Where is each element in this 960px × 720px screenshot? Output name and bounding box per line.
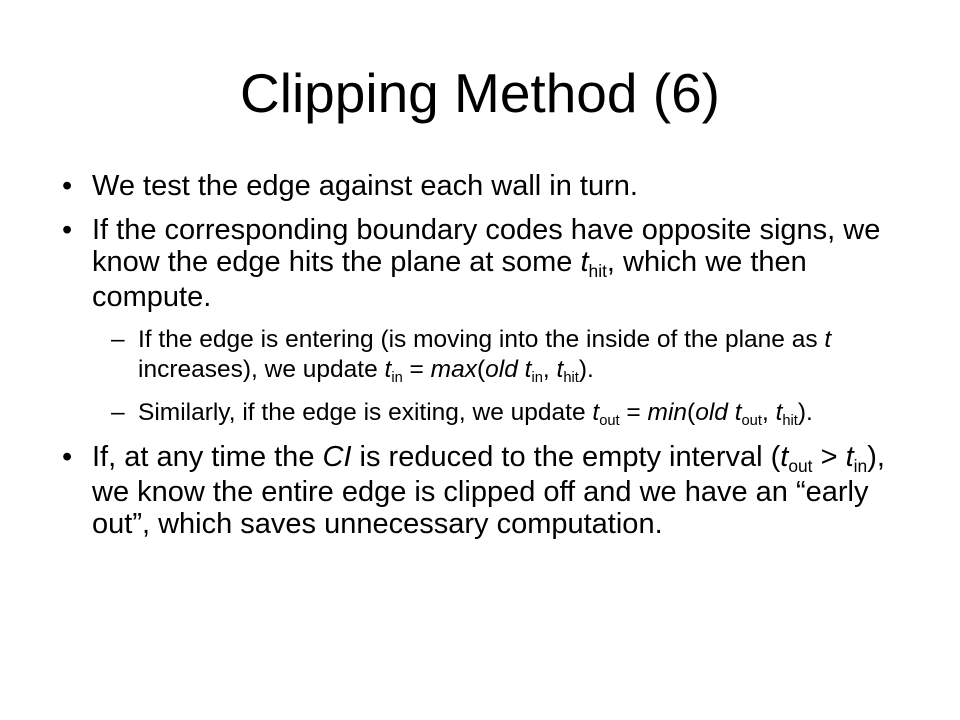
subscript: out [788, 455, 813, 476]
bullet-text: , which we then compute. [92, 246, 807, 313]
math-var: t [824, 326, 832, 353]
sub-bullet-text: Similarly, if the edge is exiting, we update [138, 399, 593, 426]
bullet-text: > [812, 441, 846, 473]
math-func: min [647, 399, 688, 426]
math-var: t [384, 356, 392, 383]
math-var: CI [322, 441, 352, 473]
sub-bullet-text: ). [578, 356, 594, 383]
math-var: old t [695, 399, 742, 426]
bullet-item [62, 214, 922, 313]
dash-icon: – [111, 326, 125, 353]
math-var: t [580, 246, 589, 278]
sub-bullet-item [62, 398, 922, 431]
sub-bullet-item [62, 325, 922, 388]
sub-bullet-text: , [542, 356, 557, 383]
math-var: t [592, 399, 600, 426]
subscript: out [599, 412, 620, 429]
subscript: hit [563, 369, 579, 386]
math-var: t [556, 356, 564, 383]
subscript: hit [782, 412, 798, 429]
sub-bullet-text: ( [476, 356, 486, 383]
subscript: in [531, 369, 543, 386]
bullet-text: We test the edge against each wall in turn. [92, 170, 638, 202]
sub-bullet-text: , [761, 399, 776, 426]
subscript: hit [588, 260, 607, 281]
bullet-text: ), we know the entire edge is clipped off and we have an “early out”, which saves unnecessary computation. [92, 441, 885, 540]
slide-title: Clipping Method (6) [240, 62, 720, 124]
bullet-icon: • [62, 214, 73, 246]
subscript: in [853, 455, 868, 476]
math-var: old t [485, 356, 532, 383]
bullet-icon: • [62, 170, 73, 202]
bullet-text: is reduced to the empty interval ( [351, 441, 781, 473]
sub-bullet-text: increases), we update [138, 356, 385, 383]
bullet-icon: • [62, 441, 73, 473]
sub-bullet-text: ( [687, 399, 696, 426]
slide-body [62, 170, 922, 552]
subscript: out [741, 412, 762, 429]
sub-bullet-text: ). [797, 399, 813, 426]
math-var: t [780, 441, 789, 473]
math-var: t [845, 441, 854, 473]
bullet-item [62, 170, 922, 202]
bullet-item [62, 441, 922, 540]
sub-bullet-text: = [619, 399, 648, 426]
dash-icon: – [111, 399, 125, 426]
sub-bullet-text: If the edge is entering (is moving into the inside of the plane as [138, 326, 825, 353]
subscript: in [391, 369, 403, 386]
math-var: t [775, 399, 783, 426]
bullet-text: If, at any time the [92, 441, 323, 473]
bullet-text: If the corresponding boundary codes have opposite signs, we know the edge hits the plane at some [92, 214, 881, 278]
sub-bullet-text: = [402, 356, 431, 383]
math-func: max [430, 356, 477, 383]
